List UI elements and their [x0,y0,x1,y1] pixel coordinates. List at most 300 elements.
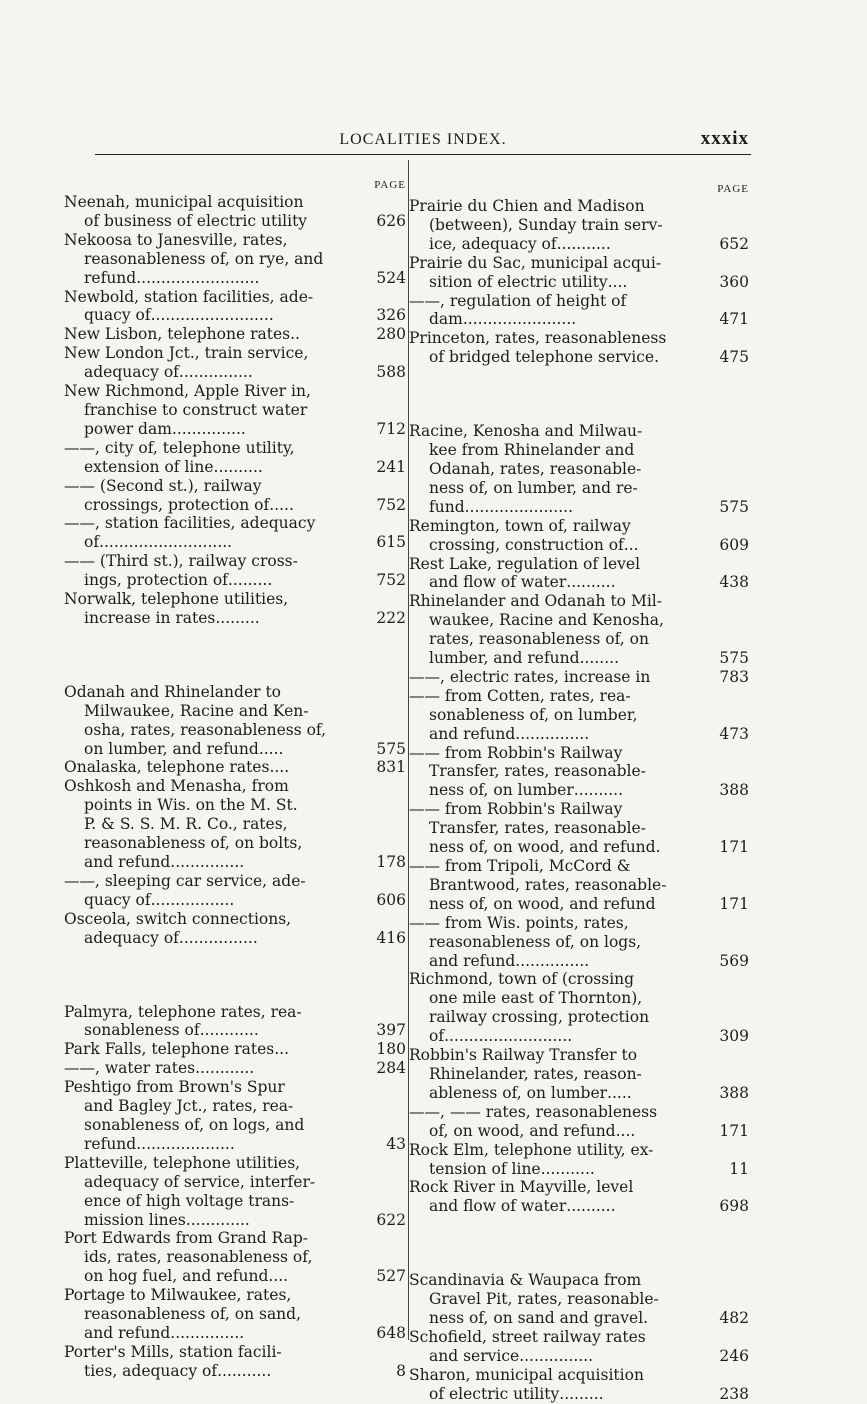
entry-text: ice, adequacy of [429,234,557,253]
entry-last-line [64,533,406,552]
dot-leader: ..... [258,739,284,758]
entry-last-line [64,1021,406,1040]
page-reference: 575 [719,649,749,668]
entry-text: of bridged telephone service. [429,348,660,367]
page-reference: 416 [376,928,406,947]
page-reference: 482 [719,1309,749,1328]
entry-text: mission lines [84,1210,186,1229]
dot-leader: .......................... [444,1027,573,1046]
dot-leader: ............. [185,1210,250,1229]
index-entry [64,1154,406,1230]
index-entry [409,1103,749,1141]
page-reference: 388 [719,1083,749,1102]
dot-leader: ..... [607,1083,632,1102]
entry-text: extension of line [84,457,214,476]
page-reference: 238 [719,1384,749,1403]
section-gap [64,628,406,683]
index-entry [64,231,406,288]
dot-leader: .... [615,1121,636,1140]
dot-leader: .......... [566,1197,616,1216]
entry-last-line [409,498,749,517]
dot-leader: ......... [227,571,273,590]
entry-text: ness of, on lumber [429,781,574,800]
index-entry [64,1078,406,1154]
entry-line: railway crossing, protection [429,1008,650,1027]
page-reference: 178 [376,853,406,871]
dot-leader: ........... [217,1361,272,1380]
index-entry [409,329,749,367]
index-entry [409,517,749,555]
index-entry [64,683,406,759]
entry-line: —— from Cotten, rates, rea- [409,686,631,705]
entry-line: (between), Sunday train serv- [429,215,663,234]
page-reference: 524 [376,268,406,287]
entry-line: Portage to Milwaukee, rates, [64,1286,292,1305]
entry-line: ——, station facilities, adequacy [64,514,316,533]
page-reference: 609 [719,535,749,554]
entry-text: refund [84,268,137,287]
entry-text: ings, protection of [84,571,228,590]
entry-line: and Bagley Jct., rates, rea- [84,1097,294,1116]
entry-line: Rock Elm, telephone utility, ex- [409,1140,654,1159]
index-entry [409,1141,749,1179]
entry-last-line [64,571,406,590]
entry-line: —— from Robbin's Railway [409,800,623,819]
entry-text: crossings, protection of [84,495,270,514]
entry-last-line [64,1362,406,1381]
entry-last-line [64,1059,406,1078]
dot-leader: .... [607,272,628,291]
entry-text: of [429,1027,445,1046]
entry-last-line [64,1211,406,1230]
dot-leader: ............... [515,724,590,743]
page-reference: 171 [719,894,749,913]
entry-text: on hog fuel, and refund [84,1267,269,1286]
entry-line: Porter's Mills, station facili- [64,1342,282,1361]
index-entry [64,777,406,872]
entry-last-line [409,536,749,555]
entry-last-line [64,420,406,439]
entry-line: Scandinavia & Waupaca from [409,1271,642,1290]
entry-text: and flow of water [429,573,567,592]
page-reference: 626 [376,211,406,230]
entry-line: Remington, town of, railway [409,516,631,535]
page-reference: 575 [376,739,406,758]
entry-text: and refund [84,1323,171,1342]
dot-leader [659,348,715,367]
entry-text: tension of line [429,1159,541,1178]
section-gap [409,367,749,422]
entry-last-line [409,1309,749,1328]
entry-text: crossing, construction of [429,535,624,554]
index-entry [64,514,406,552]
section-gap [409,1216,749,1271]
dot-leader [307,212,372,231]
index-entry [409,744,749,801]
page-reference: 473 [719,724,749,743]
running-header [95,128,751,155]
page-reference: 438 [719,573,749,592]
index-entry [64,1059,406,1078]
page-reference: 475 [719,348,749,367]
index-entry [64,552,406,590]
entry-line: Robbin's Railway Transfer to [409,1046,638,1065]
entry-last-line [64,929,406,948]
index-entry [64,590,406,628]
entry-last-line [409,838,749,857]
index-entry [409,292,749,330]
index-entry [409,592,749,668]
entry-line: reasonableness of, on bolts, [84,834,303,853]
entry-line: ence of high voltage trans- [84,1191,295,1210]
page-reference: 397 [376,1021,406,1040]
page-reference: 575 [719,497,749,516]
entry-line: —— from Robbin's Railway [409,743,623,762]
entry-last-line [64,1267,406,1286]
index-entry [64,758,406,777]
dot-leader: .. [290,325,300,344]
page-reference: 171 [719,838,749,857]
entry-text: quacy of [84,306,151,325]
page-reference: 569 [719,951,749,970]
page-reference: 588 [376,363,406,382]
entry-line: Nekoosa to Janesville, rates, [64,230,288,249]
entry-line: Osceola, switch connections, [64,909,292,928]
dot-leader [650,668,715,687]
entry-line: Odanah and Rhinelander to [64,682,282,701]
entry-text: of business of electric utility [84,211,308,230]
page-reference: 831 [376,758,406,777]
entry-line: Schofield, street railway rates [409,1327,646,1346]
entry-line: sonableness of, on logs, and [84,1115,305,1134]
page-reference: 388 [719,781,749,800]
dot-leader: ............ [195,1059,255,1078]
index-entry [64,872,406,910]
page-reference: 606 [376,890,406,909]
entry-line: waukee, Racine and Kenosha, [429,611,664,630]
page-reference: 360 [719,272,749,291]
entry-line: Norwalk, telephone utilities, [64,590,289,609]
entry-last-line [409,273,749,292]
dot-leader: ....................... [462,310,577,329]
entry-text: ableness of, on lumber [429,1083,608,1102]
entry-text: dam [429,310,463,329]
dot-leader: .......... [566,573,616,592]
dot-leader: ................ [178,928,258,947]
index-entry [64,910,406,948]
index-entry [409,1328,749,1366]
page-reference: 698 [719,1197,749,1216]
entry-line: Odanah, rates, reasonable- [429,459,642,478]
entry-text: and refund [429,724,516,743]
entry-text: and refund [84,853,171,871]
entry-last-line [64,458,406,477]
dot-leader: ......................... [150,306,274,325]
entry-line: New London Jct., train service, [64,344,309,363]
index-entry [64,288,406,326]
entry-text: ——, water rates [64,1059,196,1078]
entry-line: Platteville, telephone utilities, [64,1153,301,1172]
entry-last-line [64,496,406,515]
entry-last-line [409,1347,749,1366]
page-reference: 8 [396,1361,406,1380]
entry-text: ties, adequacy of [84,1361,218,1380]
entry-line: reasonableness of, on sand, [84,1305,302,1324]
entry-line: New Richmond, Apple River in, [64,382,311,401]
entry-line: Prairie du Chien and Madison [409,197,645,215]
index-entry [64,1343,406,1381]
entry-last-line [64,269,406,288]
entry-line: ids, rates, reasonableness of, [84,1248,313,1267]
entry-last-line [64,740,406,759]
index-entry [409,914,749,971]
page-reference: 752 [376,495,406,514]
entry-line: Rest Lake, regulation of level [409,554,641,573]
entry-line: ness of, on lumber, and re- [429,478,638,497]
entry-line: sonableness of, on lumber, [429,705,638,724]
entry-text: ness of, on wood, and refund. [429,838,661,857]
entry-last-line [409,573,749,592]
index-entry [409,254,749,292]
entry-line: Newbold, station facilities, ade- [64,287,314,306]
index-entry [64,344,406,382]
entry-line: reasonableness of, on logs, [429,932,642,951]
index-entry [64,1040,406,1059]
entry-text: adequacy of [84,928,179,947]
entry-line: kee from Rhinelander and [429,441,635,460]
entry-last-line [64,609,406,628]
page-reference: 241 [376,457,406,476]
entry-line: Palmyra, telephone rates, rea- [64,1002,302,1021]
entry-text: and service [429,1346,520,1365]
index-entry [409,1178,749,1216]
index-entry [409,422,749,517]
entry-last-line [409,649,749,668]
entry-line: one mile east of Thornton), [429,989,643,1008]
dot-leader: ......... [559,1384,604,1403]
right-index-column [409,180,749,1404]
entry-last-line [409,1084,749,1103]
page-reference: 309 [719,1027,749,1046]
entry-line: ——, regulation of height of [409,291,627,310]
entry-line: ——, sleeping car service, ade- [64,871,306,890]
entry-line: points in Wis. on the M. St. [84,796,298,815]
entry-last-line [409,235,749,254]
page-reference: 648 [376,1323,406,1342]
index-entry [409,970,749,1046]
entry-last-line [64,306,406,325]
page-reference: 43 [386,1134,406,1153]
entry-last-line [409,1027,749,1046]
dot-leader: .................... [136,1134,235,1153]
index-entry [409,1046,749,1103]
index-entry [409,197,749,254]
entry-line: ——, city of, telephone utility, [64,438,295,457]
entry-line: ——, —— rates, reasonableness [409,1102,658,1121]
entry-line: Neenah, municipal acquisition [64,193,304,211]
entry-text: ness of, on sand and gravel. [429,1309,649,1328]
entry-text: sonableness of [84,1021,200,1040]
index-entry [409,1366,749,1404]
entry-line: osha, rates, reasonableness of, [84,720,327,739]
index-entry [64,382,406,439]
page-reference: 471 [719,310,749,329]
entry-last-line [409,668,749,687]
entry-line: Rhinelander and Odanah to Mil- [409,592,662,611]
page-number: xxxix [700,128,749,149]
section-gap [64,948,406,1003]
entry-last-line [64,363,406,382]
index-entry [64,1003,406,1041]
dot-leader [648,1309,715,1328]
page-reference: 222 [376,608,406,627]
entry-text: and refund [429,951,516,970]
entry-last-line [409,310,749,329]
index-entry [64,325,406,344]
entry-last-line [409,1122,749,1141]
page-reference: 652 [719,234,749,253]
entry-line: Milwaukee, Racine and Ken- [84,701,309,720]
entry-line: Rock River in Mayville, level [409,1178,634,1197]
dot-leader: ... [274,1040,290,1059]
index-entry [64,477,406,515]
entry-last-line [409,348,749,367]
index-entry [409,800,749,857]
entry-text: of electric utility [429,1384,560,1403]
entry-text: fund [429,497,465,516]
page-reference: 752 [376,571,406,590]
entry-text: on lumber, and refund [84,739,259,758]
dot-leader: ............... [170,853,245,871]
entry-line: Transfer, rates, reasonable- [429,819,646,838]
entry-last-line [409,1160,749,1179]
entry-line: Princeton, rates, reasonableness [409,329,667,348]
page-reference: 615 [376,533,406,552]
entry-text: ——, electric rates, increase in [409,667,651,686]
dot-leader: ........................... [99,533,233,552]
entry-text: Park Falls, telephone rates [64,1040,275,1059]
entry-last-line [64,212,406,231]
entry-line: —— from Tripoli, McCord & [409,857,631,875]
entry-line: Sharon, municipal acquisition [409,1365,644,1384]
entry-line: Port Edwards from Grand Rap- [64,1229,309,1248]
entry-line: Racine, Kenosha and Milwau- [409,422,643,441]
entry-line: Richmond, town of (crossing [409,970,635,989]
entry-line: P. & S. S. M. R. Co., rates, [84,815,288,834]
entry-last-line [409,1197,749,1216]
dot-leader: ........... [540,1159,595,1178]
entry-last-line [409,895,749,914]
entry-line: —— (Second st.), railway [64,476,262,495]
entry-last-line [64,1040,406,1059]
index-entry [409,857,749,914]
dot-leader: ............... [515,951,590,970]
entry-text: refund [84,1134,137,1153]
entry-text: lumber, and refund [429,649,580,668]
entry-line: Prairie du Sac, municipal acqui- [409,253,662,272]
page-reference: 527 [376,1267,406,1286]
page-reference: 284 [376,1059,406,1078]
entry-last-line [409,725,749,744]
entry-text: New Lisbon, telephone rates [64,325,291,344]
index-entry [409,687,749,744]
dot-leader: ............... [178,363,253,382]
running-title: LOCALITIES INDEX. [339,131,507,148]
entry-line: Oshkosh and Menasha, from [64,777,289,796]
dot-leader: ......................... [136,268,260,287]
entry-text: Onalaska, telephone rates [64,758,270,777]
entry-line: franchise to construct water [84,400,308,419]
entry-text: adequacy of [84,363,179,382]
index-entry [64,193,406,231]
dot-leader: ............... [171,419,246,438]
entry-last-line [64,891,406,910]
entry-text: sition of electric utility [429,272,608,291]
entry-line: Transfer, rates, reasonable- [429,762,646,781]
entry-last-line [409,952,749,971]
page-reference: 622 [376,1210,406,1229]
dot-leader: .......... [213,457,263,476]
entry-line: Brantwood, rates, reasonable- [429,875,667,894]
entry-text: ness of, on wood, and refund [429,894,656,913]
dot-leader: ..... [269,495,294,514]
entry-line: reasonableness of, on rye, and [84,249,324,268]
left-index-column [64,176,406,1381]
dot-leader: ................. [150,890,235,909]
entry-text: power dam [84,419,172,438]
dot-leader: ........ [579,649,619,668]
index-entry [64,1229,406,1286]
dot-leader: ............... [519,1346,594,1365]
entry-last-line [64,853,406,872]
dot-leader: ............ [199,1021,259,1040]
entry-last-line [64,325,406,344]
entry-line: —— from Wis. points, rates, [409,913,629,932]
page-reference: 712 [376,419,406,438]
index-entry [64,439,406,477]
entry-text: of [84,533,100,552]
entry-last-line [409,1385,749,1404]
index-entry [64,1286,406,1343]
entry-line: adequacy of service, interfer- [84,1172,316,1191]
entry-line: Peshtigo from Brown's Spur [64,1078,285,1097]
page-reference: 11 [729,1159,749,1178]
index-entry [409,1271,749,1328]
entry-line: Rhinelander, rates, reason- [429,1064,642,1083]
entry-last-line [409,781,749,800]
dot-leader: ...................... [464,497,574,516]
page-reference: 171 [719,1121,749,1140]
index-entry [409,555,749,593]
dot-leader: ......... [215,608,260,627]
entry-text: and flow of water [429,1197,567,1216]
entry-line: rates, reasonableness of, on [429,630,649,649]
page-reference: 246 [719,1346,749,1365]
dot-leader: .... [268,1267,289,1286]
dot-leader: .......... [573,781,624,800]
page-reference: 280 [376,325,406,344]
entry-text: of, on wood, and refund [429,1121,616,1140]
entry-line: Gravel Pit, rates, reasonable- [429,1290,659,1309]
entry-last-line [64,758,406,777]
entry-line: —— (Third st.), railway cross- [64,552,298,571]
page-reference: 326 [376,306,406,325]
page-reference: 180 [376,1040,406,1059]
entry-text: quacy of [84,890,151,909]
entry-last-line [64,1324,406,1343]
entry-text: increase in rates [84,608,216,627]
page-column-label: PAGE [374,179,406,191]
